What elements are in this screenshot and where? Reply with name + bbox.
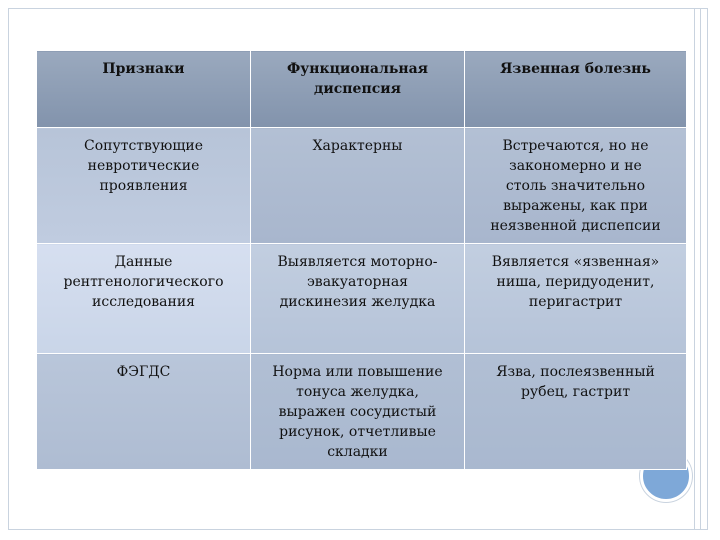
table-cell — [251, 128, 465, 244]
frame-line — [694, 8, 695, 530]
cell-text: ФЭГДС — [116, 364, 171, 380]
cell-text: Вявляется «язвенная» ниша, перидуоденит, перигастрит — [491, 254, 660, 310]
table-cell — [251, 354, 465, 470]
cell-text: Язва, послеязвенный рубец, гастрит — [496, 364, 655, 400]
header-cell — [37, 51, 251, 128]
table-cell — [465, 354, 687, 470]
table-cell — [37, 244, 251, 354]
table-cell — [251, 244, 465, 354]
header-cell — [465, 51, 687, 128]
frame-line — [707, 8, 708, 530]
table-cell — [465, 128, 687, 244]
cell-text: Норма или повышение тонуса желудка, выражен сосудистый рисунок, отчетливые складки — [272, 364, 443, 460]
table-header-row — [37, 51, 687, 128]
table-row — [37, 128, 687, 244]
table-cell — [465, 244, 687, 354]
frame-line — [700, 8, 701, 530]
table-cell — [37, 128, 251, 244]
comparison-table — [36, 50, 687, 470]
header-label: Функциональная диспепсия — [286, 61, 429, 97]
header-label: Признаки — [102, 61, 185, 77]
table-cell — [37, 354, 251, 470]
cell-text: Данные рентгенологического исследования — [63, 254, 224, 310]
table-row — [37, 244, 687, 354]
header-cell — [251, 51, 465, 128]
cell-text: Встречаются, но не закономерно и не столь значительно выражены, как при неязвенной диспепсии — [490, 138, 661, 234]
cell-text: Характерны — [312, 138, 403, 154]
table-row — [37, 354, 687, 470]
cell-text: Выявляется моторно- эвакуаторная дискинезия желудка — [277, 254, 438, 310]
header-label: Язвенная болезнь — [500, 61, 651, 77]
cell-text: Сопутствующие невротические проявления — [84, 138, 203, 194]
